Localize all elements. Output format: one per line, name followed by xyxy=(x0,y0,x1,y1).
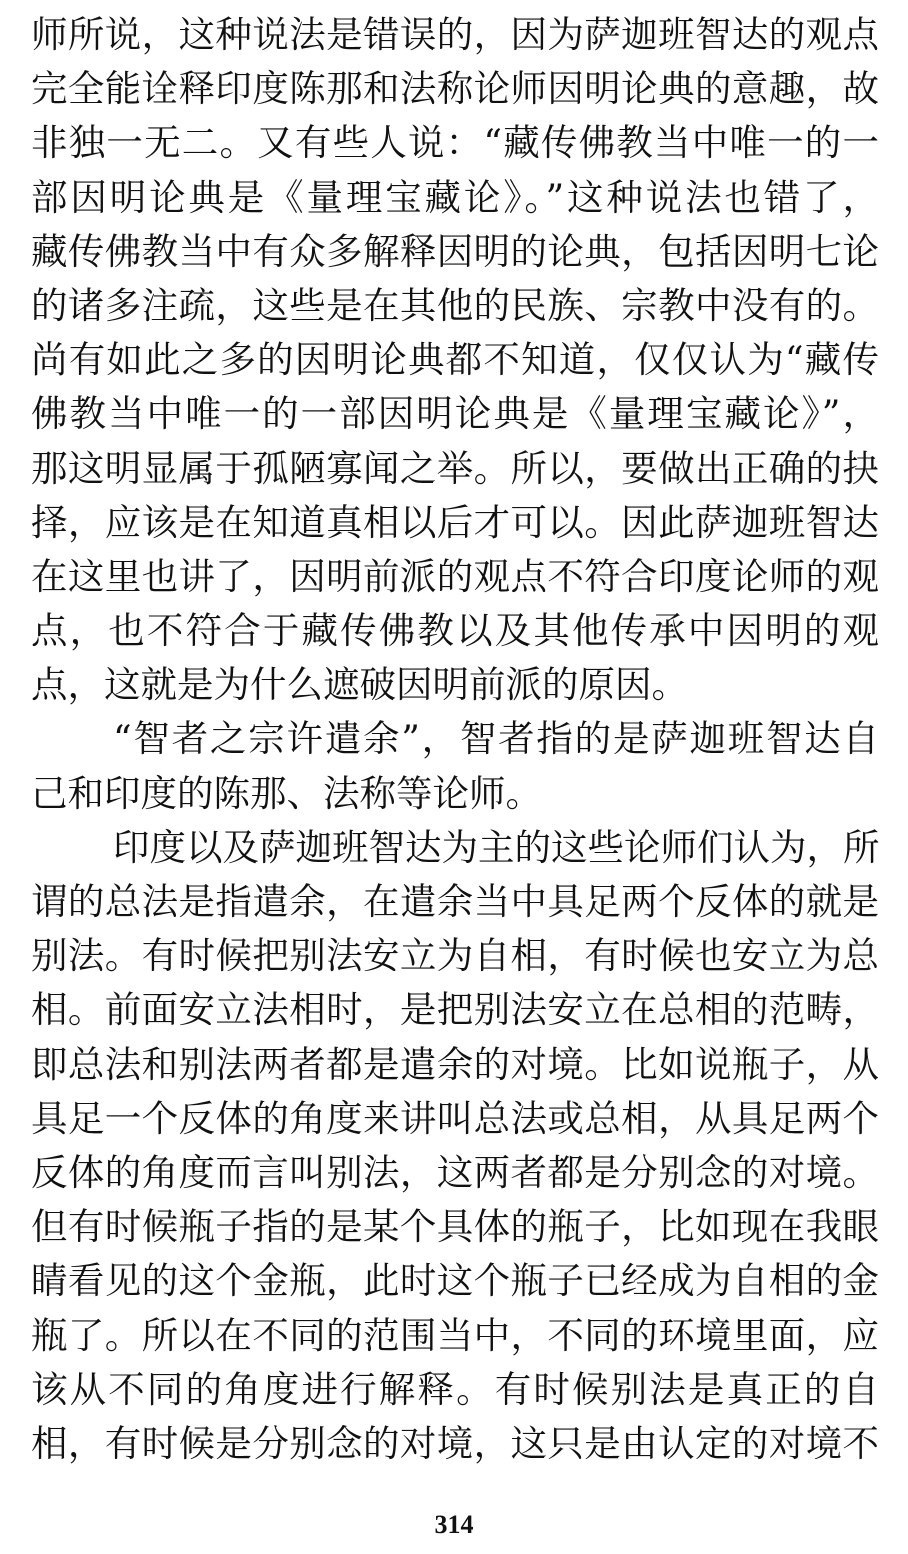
text-line: 谓的总法是指遣余，在遣余当中具足两个反体的就是 xyxy=(31,880,879,923)
text-line: 印度以及萨迦班智达为主的这些论师们认为，所 xyxy=(113,825,880,869)
text-line: 点，这就是为什么遮破因明前派的原因。 xyxy=(31,663,688,707)
page-number: 314 xyxy=(434,1510,474,1539)
text-line: 相。前面安立法相时，是把别法安立在总相的范畴， xyxy=(31,988,879,1032)
text-line: 别法。有时候把别法安立为自相，有时候也安立为总 xyxy=(31,934,879,978)
text-line: 反体的角度而言叫别法，这两者都是分别念的对境。 xyxy=(31,1150,879,1194)
text-line: 那这明显属于孤陋寡闻之举。所以，要做出正确的抉 xyxy=(31,446,879,490)
text-line: 师所说，这种说法是错误的，因为萨迦班智达的观点 xyxy=(31,13,879,56)
text-line: 的诸多注疏，这些是在其他的民族、宗教中没有的。 xyxy=(31,283,879,327)
text-line: 该从不同的角度进行解释。有时候别法是真正的自 xyxy=(31,1367,879,1411)
text-line: “智者之宗许遣余”，智者指的是萨迦班智达自 xyxy=(113,717,879,761)
text-line: 在这里也讲了，因明前派的观点不符合印度论师的观 xyxy=(31,554,879,598)
text-line: 相，有时候是分别念的对境，这只是由认定的对境不 xyxy=(31,1421,879,1465)
text-line: 择，应该是在知道真相以后才可以。因此萨迦班智达 xyxy=(31,500,879,544)
text-line: 睛看见的这个金瓶，此时这个瓶子已经成为自相的金 xyxy=(31,1259,879,1303)
text-line: 非独一无二。又有些人说：“藏传佛教当中唯一的一 xyxy=(31,121,879,165)
text-line: 己和印度的陈那、法称等论师。 xyxy=(31,771,542,815)
text-line: 部因明论典是《量理宝藏论》。”这种说法也错了， xyxy=(31,175,879,219)
text-line: 但有时候瓶子指的是某个具体的瓶子，比如现在我眼 xyxy=(31,1205,879,1249)
text-line: 尚有如此之多的因明论典都不知道，仅仅认为“藏传 xyxy=(31,338,879,382)
text-line: 点，也不符合于藏传佛教以及其他传承中因明的观 xyxy=(31,609,879,653)
text-line: 藏传佛教当中有众多解释因明的论典，包括因明七论 xyxy=(31,229,879,273)
body-text xyxy=(31,8,879,1471)
text-line: 瓶了。所以在不同的范围当中，不同的环境里面，应 xyxy=(31,1313,879,1357)
text-line: 佛教当中唯一的一部因明论典是《量理宝藏论》”， xyxy=(31,392,879,436)
text-line: 完全能诠释印度陈那和法称论师因明论典的意趣，故 xyxy=(31,67,879,111)
text-line: 具足一个反体的角度来讲叫总法或总相，从具足两个 xyxy=(31,1096,879,1140)
text-line: 即总法和别法两者都是遣余的对境。比如说瓶子，从 xyxy=(31,1042,879,1086)
